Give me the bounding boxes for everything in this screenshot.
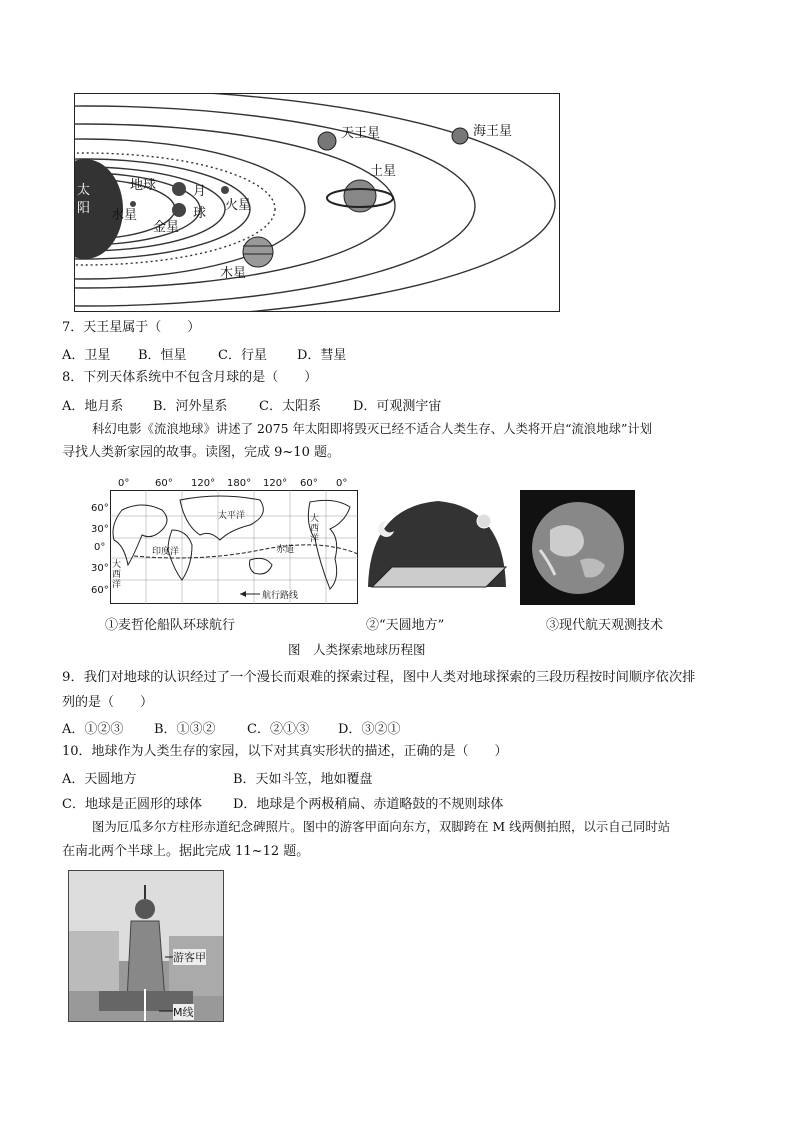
- ocean-label-indian: 印度洋: [152, 547, 180, 557]
- mercury-label: 水星: [111, 208, 138, 223]
- heaven-earth-figure: [366, 497, 508, 601]
- figure-title: 图 人类探索地球历程图: [288, 642, 426, 657]
- intro-11-12-line2: 在南北两个半球上。据此完成 11~12 题。: [62, 844, 310, 859]
- question-9-stem-line2: 列的是（ ）: [62, 695, 154, 710]
- earth-shape: [172, 182, 186, 196]
- caption-2: ②“天圆地方”: [366, 618, 445, 633]
- q8-option-b[interactable]: B．河外星系: [153, 399, 228, 414]
- lon-tick-5: 60°: [300, 478, 318, 489]
- intro-9-10-line1: 科幻电影《流浪地球》讲述了 2075 年太阳即将毁灭已经不适合人类生存、人类将开启“流浪地球”计划: [92, 421, 653, 436]
- q9-option-d[interactable]: D．③②①: [338, 722, 401, 737]
- solar-system-figure: [74, 93, 560, 312]
- lon-tick-6: 0°: [336, 478, 348, 489]
- mars-label: 火星: [225, 198, 252, 213]
- caption-3: ③现代航天观测技术: [546, 618, 664, 633]
- world-map-figure: [88, 478, 360, 606]
- q10-option-c[interactable]: C．地球是正圆形的球体: [62, 797, 202, 812]
- earth-photo-figure: [520, 490, 635, 605]
- ocean-label-pacific: 太平洋: [218, 511, 246, 521]
- q7-option-a[interactable]: A．卫星: [62, 348, 111, 363]
- venus-shape: [172, 203, 186, 217]
- neptune-shape: [452, 128, 468, 144]
- sun-label: 太阳: [77, 183, 91, 216]
- q7-option-b[interactable]: B．恒星: [138, 348, 187, 363]
- uranus-label: 天王星: [341, 126, 381, 141]
- moon-label: 月: [193, 184, 207, 199]
- intro-9-10-line2: 寻找人类新家园的故事。读图，完成 9~10 题。: [62, 445, 340, 460]
- q9-option-c[interactable]: C．②①③: [247, 722, 309, 737]
- heaven-round-earth-square-image: [366, 497, 508, 601]
- equator-monument-photo: [68, 870, 224, 1022]
- question-8-stem: 8．下列天体系统中不包含月球的是（ ）: [62, 370, 318, 385]
- intro-11-12-line1: 图为厄瓜多尔方柱形赤道纪念碑照片。图中的游客甲面向东方，双脚跨在 M 线两侧拍照，以示自己同时站: [92, 819, 671, 834]
- question-9-stem-line1: 9．我们对地球的认识经过了一个漫长而艰难的探索过程，图中人类对地球探索的三段历程按时间顺序依次排: [62, 670, 696, 685]
- q8-option-c[interactable]: C．太阳系: [259, 399, 321, 414]
- lat-tick-0: 60°: [91, 503, 109, 514]
- monument-photo-image: [69, 871, 223, 1021]
- q9-option-b[interactable]: B．①③②: [154, 722, 216, 737]
- saturn-label: 土星: [370, 164, 397, 179]
- lat-tick-1: 30°: [91, 524, 109, 535]
- q10-option-b[interactable]: B．天如斗笠，地如覆盘: [233, 772, 373, 787]
- q8-option-d[interactable]: D．可观测宇宙: [353, 399, 442, 414]
- lon-tick-4: 120°: [263, 478, 288, 489]
- legend-label: 航行路线: [262, 591, 299, 601]
- q9-option-a[interactable]: A．①②③: [62, 722, 124, 737]
- q7-option-c[interactable]: C．行星: [218, 348, 267, 363]
- lat-tick-3: 30°: [91, 563, 109, 574]
- earth-from-space-image: [520, 490, 635, 605]
- lon-tick-0: 0°: [118, 478, 130, 489]
- question-10-stem: 10．地球作为人类生存的家园，以下对其真实形状的描述，正确的是（ ）: [62, 744, 508, 759]
- ocean-label-atlantic-west: 大西洋: [112, 560, 122, 590]
- jupiter-shape: [243, 237, 273, 267]
- equator-label: 赤道: [276, 545, 295, 555]
- uranus-shape: [318, 132, 336, 150]
- earth-label: 地球: [130, 178, 157, 193]
- caption-1: ①麦哲伦船队环球航行: [105, 618, 236, 633]
- venus-label: 金星: [153, 220, 180, 235]
- q7-option-d[interactable]: D．彗星: [297, 348, 347, 363]
- q8-option-a[interactable]: A．地月系: [62, 399, 124, 414]
- neptune-label: 海王星: [473, 124, 513, 139]
- moon-label-2: 球: [193, 206, 207, 221]
- m-line-label: M线: [173, 1006, 194, 1019]
- jupiter-label: 木星: [220, 266, 247, 281]
- ocean-label-atlantic-east: 大西洋: [310, 514, 320, 544]
- mars-shape: [221, 186, 229, 194]
- lat-tick-2: 0°: [94, 542, 106, 553]
- question-7-stem: 7．天王星属于（ ）: [62, 320, 201, 335]
- lon-tick-3: 180°: [227, 478, 252, 489]
- q10-option-d[interactable]: D．地球是个两极稍扁、赤道略鼓的不规则球体: [233, 797, 504, 812]
- lon-tick-2: 120°: [191, 478, 216, 489]
- tourist-label: 游客甲: [173, 951, 206, 964]
- q10-option-a[interactable]: A．天圆地方: [62, 772, 137, 787]
- lon-tick-1: 60°: [155, 478, 173, 489]
- lat-tick-4: 60°: [91, 585, 109, 596]
